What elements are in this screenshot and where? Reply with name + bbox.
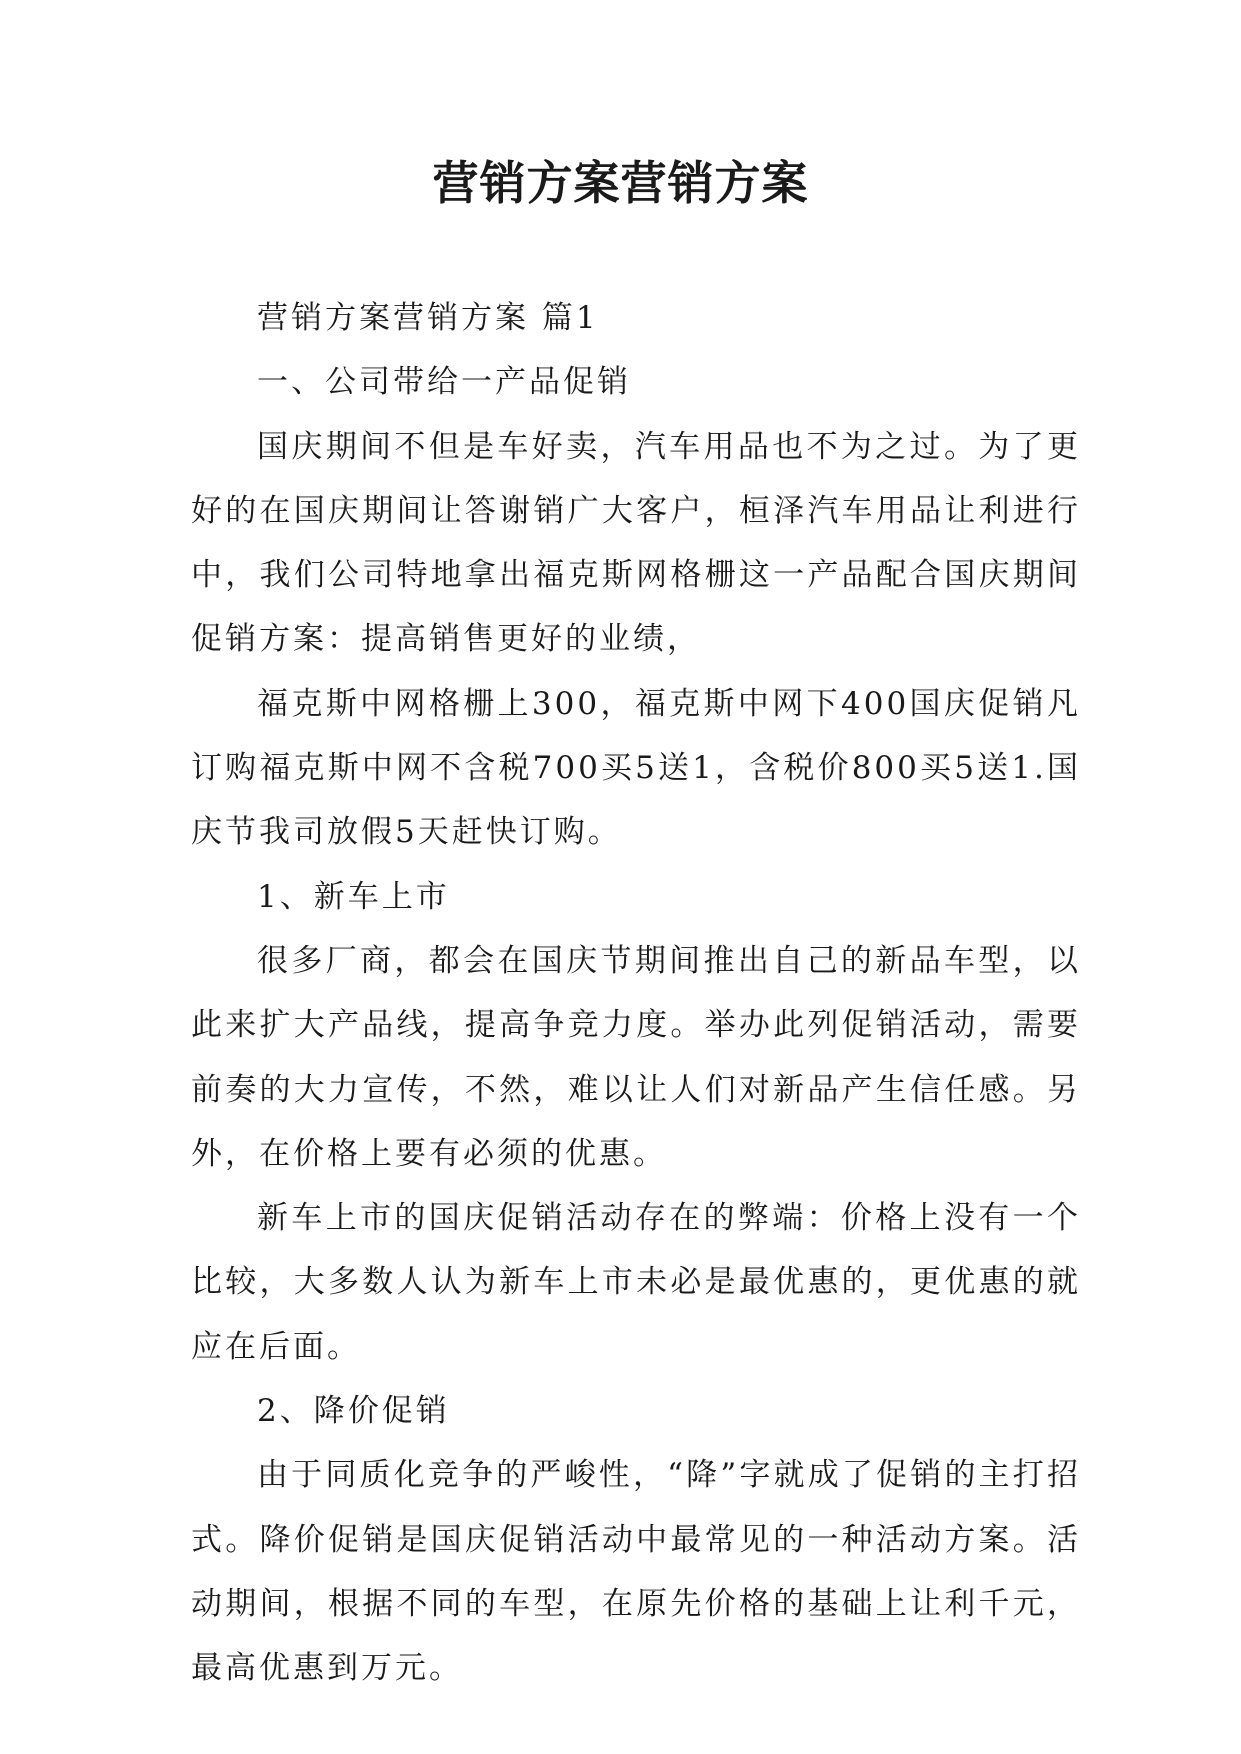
subsection-heading: 1、新车上市 — [257, 878, 450, 915]
section-heading: 营销方案营销方案 篇1 — [257, 300, 599, 336]
subsection-heading: 一、公司带给一产品促销 — [257, 364, 631, 401]
subsection-heading: 2、降价促销 — [257, 1393, 450, 1430]
body-paragraph: 福克斯中网格栅上300，福克斯中网下400国庆促销凡订购福克斯中网不含税700买5送1，含税价800买5送1.国庆节我司放假5天赶快订购。 — [191, 685, 1081, 851]
body-paragraph: 国庆期间不但是车好卖，汽车用品也不为之过。为了更好的在国庆期间让答谢销广大客户，桓泽汽车用品让利进行中，我们公司特地拿出福克斯网格栅这一产品配合国庆期间促销方案：提高销售更好的业绩， — [191, 428, 1081, 658]
body-paragraph: 由于同质化竞争的严峻性，“降”字就成了促销的主打招式。降价促销是国庆促销活动中最常见的一种活动方案。活动期间，根据不同的车型，在原先价格的基础上让利千元，最高优惠到万元。 — [191, 1457, 1081, 1687]
body-paragraph: 很多厂商，都会在国庆节期间推出自己的新品车型，以此来扩大产品线，提高争竞力度。举办此列促销活动，需要前奏的大力宣传，不然，难以让人们对新品产生信任感。另外，在价格上要有必须的优惠。 — [191, 942, 1081, 1172]
document-title: 营销方案营销方案 — [432, 156, 809, 210]
document-body — [191, 286, 1081, 1701]
body-paragraph: 新车上市的国庆促销活动存在的弊端：价格上没有一个比较，大多数人认为新车上市未必是最优惠的，更优惠的就应在后面。 — [191, 1200, 1081, 1365]
